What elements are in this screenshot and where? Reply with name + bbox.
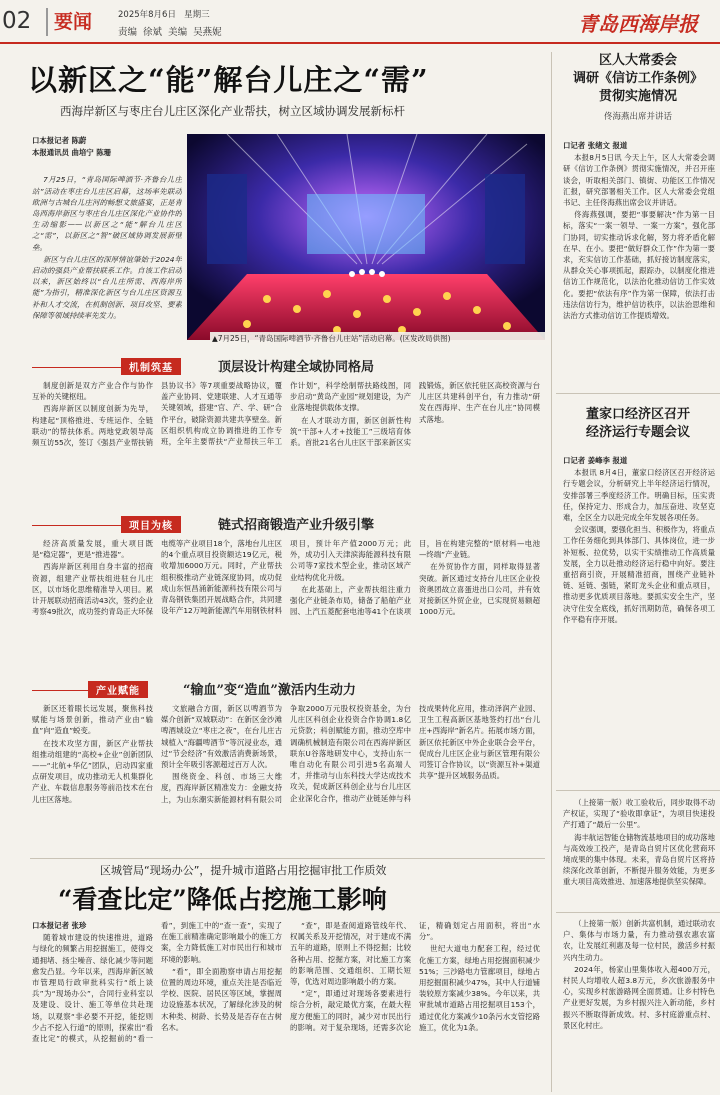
paragraph: 在外贸协作方面，同样取得显著突破。新区通过支持台儿庄区企业投资奥团故立喜蛋进出口公司，并有效对接新区外贸企业，已实现贸易额超1000万元。 bbox=[419, 562, 540, 617]
story-headline: 区人大常委会 bbox=[598, 53, 677, 68]
masthead bbox=[0, 0, 720, 44]
section-title: “输血”变“造血”激活内生动力 bbox=[183, 683, 356, 698]
section-title: 链式招商锻造产业升级引擎 bbox=[218, 518, 375, 533]
stage-illustration bbox=[187, 134, 545, 340]
sidebar-story-4 bbox=[563, 918, 715, 1093]
section-body bbox=[32, 380, 540, 512]
story-headline: 董家口经济区召开 bbox=[585, 407, 690, 422]
lead-intro-para: 新区与台儿庄区的深厚情谊肇始于2024年启动的强县产业帮扶联系工作。自该工作启动以来，新区始终以“台儿庄所需、西海岸所能”为指引，精准深化新区与台儿庄区资源互补和人才交流，在机制创新、项目攻坚、要素保障等领域持续率先发力。 bbox=[32, 254, 182, 320]
story-subhead: 佟海燕出席并讲话 bbox=[603, 112, 672, 122]
section-tag: 项目为核 bbox=[121, 516, 181, 533]
story-byline: 口记者 姜峰李 报道 bbox=[563, 456, 628, 465]
paragraph: 海丰航运智能仓储物流基地项目的成功落地与高效竣工投产，是青岛自贸片区优化营商环境成果的集中体现。未来，青岛自贸片区将持续深化改革创新，不断提升服务效能，为更多重大项目高效推进、加速落地提供坚实保障。 bbox=[563, 832, 715, 887]
sidebar-story-3 bbox=[563, 797, 715, 905]
paragraph: 会议强调，要强化担当、积极作为，将重点工作任务细化到具体部门、具体岗位，进一步补短板、拉优势，以实干实绩推动工作高质量发展，全力以赴推动经济运行稳中向好。要注重招商引资，开展精准招商，围绕产业链补链、延链、强链，紧盯龙头企业和重点项目，推动更多优质项目落地。要抓实安全生产，坚决守住安全底线，抓好汛期防范，确保各项工作平稳有序开展。 bbox=[563, 525, 715, 624]
sidebar-story-1 bbox=[558, 52, 718, 122]
paragraph: 文旅融合方面，新区以啤酒节为媒介创新“双城联动”：在新区金沙滩啤酒城设立“枣庄之夜”，在台儿庄古城植入“海疆啤酒节”等沉浸业态，通过“节会经济”有效激活消费新场景，预计全年吸引客源超过百万人次。 bbox=[161, 704, 282, 770]
story-headline: 调研《信访工作条例》 bbox=[572, 71, 703, 86]
story-headline: 经济运行专题会议 bbox=[585, 425, 690, 440]
sidebar-story-2 bbox=[558, 406, 718, 442]
bottom-headline: “看查比定”降低占挖施工影响 bbox=[58, 885, 387, 914]
story-byline: 口记者 张绪文 报道 bbox=[563, 141, 628, 150]
paragraph: 制度创新是双方产业合作与协作互补的关键枢纽。 bbox=[32, 381, 153, 402]
paragraph: （上接第一版）创新共富机制，通过联动农户、集体与市场力量，有力推动强农惠农富农，让发展红利惠及每一位村民，激活乡村振兴内生动力。 bbox=[563, 919, 715, 962]
paragraph: 在技术攻坚方面，新区产业帮扶组推动组建的“高校+企业”创新团队——“北航+华亿”团队，启动四家重点研发项目，成功推动无人机集群化产业、车载信息服务等前沿技术在台儿庄区落地。 bbox=[32, 738, 153, 804]
lead-subtitle: 西海岸新区与枣庄台儿庄区深化产业帮扶，树立区域协调发展新标杆 bbox=[60, 104, 405, 118]
paragraph: 2024年，杨家山里集体收入超400万元，村民人均增收人超3.8万元，乡次旅游服务中心，实现乡村旅游路网全面贯通。让乡村特色产业更好发展，为乡村振兴注入新动能，乡村振兴不断取得新成效。村、多村庭游重点村、景区化村庄。 bbox=[563, 964, 715, 1030]
issue-weekday: 星期三 bbox=[184, 10, 210, 20]
paragraph: “定”，即通过对现场各要素进行综合分析，敲定最优方案，在最大程度方便施工的同时，减少对市民出行的影响。对于复杂现场，还需多次论证，精确划定占用面积，将出“水分”。 bbox=[290, 921, 540, 1032]
story-byline: 口本报记者 张珍 bbox=[32, 921, 87, 930]
paragraph: 新区还着眼长远发展，聚焦科技赋能与场景创新，推动产业由“输血”向“造血”蜕变。 bbox=[32, 704, 153, 736]
festival-stage-photo bbox=[187, 134, 545, 340]
paragraph: 在此基础上，产业帮扶组注重力强化产业链条布局，储备了船舶产业园、上汽五菱配套电池等41个在谈项目，旨在构建完整的“原材料—电池—终端”产业链。 bbox=[290, 539, 540, 617]
paragraph: “查”，即是查阅道路管线年代、权属关系及开挖情况，对于建成不满五年的道路，原则上不得挖掘；比较各种占用、挖掘方案，对比施工方案的影响范围、交通组织、工期长短等，优选对周边影响最小的方案。 bbox=[290, 921, 411, 987]
paragraph: （上接第一版）收工验收后，同步取得不动产权证，实现了“验收即拿证”，为项目快速投产打通了“最后一公里”。 bbox=[563, 798, 715, 830]
page-number: 02 bbox=[2, 8, 32, 34]
lead-headline: 以新区之“能”解台儿庄之“需” bbox=[28, 63, 429, 97]
section-body bbox=[32, 703, 540, 853]
paragraph: 经济高质量发展，重大项目既是“稳定器”，更是“推进器”。 bbox=[32, 539, 153, 560]
sidebar-story-1-body bbox=[563, 140, 715, 358]
paragraph: 佟海燕强调，要把“事要解决”作为第一目标，落实“一案一领导、一案一方案”，强化部门协同，切实推动诉求化解，努力将矛盾化解在早、在小。要把“做好群众工作”作为第一要求，充实信访工作基础，抓好接访制度落实，从群众关心事项抓起，跟踪办，以制度化推进信访工作规范化，以法治化推动信访工作实效化。要把“依法有序”作为第一保障，依法打击违法信访行为，维护信访秩序，以法治思维和法治方式推动信访工作提质增效。 bbox=[563, 210, 715, 321]
story-headline: 贯彻实施情况 bbox=[598, 89, 677, 104]
paragraph: 世纪大道电力配套工程，经过优化施工方案，绿地占用挖掘面积减少51%；三沙路电力管廊项目，绿地占用挖掘面积减少47%，其中人行道铺装较原方案减少38%。今年以来，共审批城市道路占用挖掘项目153个，通过优化方案减少10条污水支管挖路施工，优化为1条。 bbox=[419, 944, 540, 1032]
paragraph: 西海岸新区以制度创新为先导，构建起“顶格推进、专班运作、全链联动”的帮扶体系。两地党政领导高频互访55次，签订《强县产业帮扶销县协议书》等7项重要战略协议，覆盖产业协同、党建联建、人才互通等关键领域，搭建“官、产、学、研”合作平台，破除资源共建共享壁垒。新区组织机构成立协调推进的工作专班，全年主要帮扶“产业帮扶三年工作计划”，科学绘制帮扶路线图，同步启动“黄岛产业园”规划建设，为产业落地提供载体支撑。 bbox=[32, 381, 411, 448]
paragraph: 本报8月5日讯 今天上午，区人大常委会调研《信访工作条例》贯彻实施情况，并召开座谈会，听取相关部门、镇街、功能区工作情况汇报，研究部署相关工作。区人大常委会党组书记、主任佟海燕出席会议并讲话。 bbox=[563, 153, 715, 208]
section-tag: 机制筑基 bbox=[121, 358, 181, 375]
sidebar-story-2-body bbox=[563, 455, 715, 780]
paragraph: 围绕资金、科创、市场三大维度，西海岸新区精准发力：金融支持上，为山东潮实新能源材料有限公司争取2000万元股权投资基金，为台儿庄区科创企业投资合作协调1.8亿元贷款；科创赋能方面，推动空库中调确机械制造有限公司在西海岸新区联东U谷落地研发中心，支持山东一唯自动化有限公司引进5名高端人才，并推动与山东科技大学达成技术攻关，促成新区科创企业与台儿庄区企业深化合作，推动产业链延伸与科技成果转化应用，推动泽润产业园、卫生工程高新区基地签约打出“台儿庄+西海岸”新名片。拓展市场方面，新区依托新区中外企业联合会平台，促成台儿庄区企业与新区管理有限公司签订合作协议，以“资源互补+渠道共享”提升区域服务品质。 bbox=[161, 704, 540, 804]
newspaper-logo: 青岛西海岸报 bbox=[578, 12, 698, 36]
bottom-body bbox=[32, 920, 540, 1092]
paragraph: 随着城市建设的快速推进，道路与绿化的频繁占用挖掘施工，使得交通拥堵、扬尘噪音、绿化减少等问题愈发凸显。今年以来，西海岸新区城市管理局行政审批科实行“纸上谈兵”为“现场办公”，合同行业科室以及建设、设计、施工等单位共赴现场，以观察“非必要不开挖，能挖则少占不挖入行道”的原则，探索出“看查比定”的模式，从挖掘前的“看一看”，到施工中的“查一查”，实现了在施工前精准确定影响最小的施工方案，全力降低施工对市民出行和城市环境的影响。 bbox=[32, 921, 282, 1044]
section-name: 要闻 bbox=[54, 11, 93, 33]
lead-intro bbox=[32, 135, 182, 335]
section-tag: 产业赋能 bbox=[88, 681, 148, 698]
paragraph: 在人才联动方面，新区创新性构筑“干部+人才+技能工”三级培育体系。首批21名台儿庄区干部来新区实践锻炼，新区依托驻区高校资源与台儿庄区共建科创平台，有力推动“研发在西海岸、生产在台儿庄”协同模式落地。 bbox=[290, 381, 540, 448]
paragraph: 本报讯 8月4日，董家口经济区召开经济运行专题会议，分析研究上半年经济运行情况，安排部署三季度经济工作。明确目标，压实责任，保持定力、形成合力，加压奋进、攻坚克难，全区全力以赴完成全年发展各项任务。 bbox=[563, 468, 715, 523]
section-title: 顶层设计构建全域协同格局 bbox=[218, 360, 375, 375]
photo-caption: ▲7月25日，“青岛国际啤酒节·齐鲁台儿庄站”活动启幕。(区发改局供图) bbox=[210, 332, 550, 345]
bottom-kicker: 区城管局“现场办公”，提升城市道路占用挖掘审批工作质效 bbox=[100, 864, 387, 877]
issue-date: 2025年8月6日 bbox=[118, 10, 176, 20]
editor-line: 责编 徐斌 美编 吴燕妮 bbox=[118, 27, 222, 38]
paragraph: 西海岸新区利用自身丰富的招商资源，组建产业帮扶组进驻台儿庄区，以市场化思维精准导入项目。累计开展联动招商活动43次，签约企业考察49批次，成功签约青岛正大环保电缆等产业项目18个，落地台儿庄区的4个重点项目投资额达19亿元，税收增加6000万元。同时，产业帮扶组积极推动产业链深度协同，成功促成山东恒昌涌新能源科技有限公司与青岛钢铁集团开展战略合作，共同建设年产12万吨新能源汽车用钢铁材料项目，预计年产值2000万元；此外，成功引入天津滨海能源科技有限公司等7家技术型企业，推动区域产业结构优化升级。 bbox=[32, 539, 411, 617]
paragraph: “看”，即全面勘察申请占用挖掘位置的周边环境，重点关注是否临近学校、医院、居民区等区域，掌握周边设施基本状况，了解绿化涉及的树木种类、树龄、长势及是否存在古树名木。 bbox=[161, 966, 282, 1032]
section-body bbox=[32, 538, 540, 678]
lead-byline-2: 本报通讯员 曲培宁 陈珊 bbox=[32, 148, 112, 158]
lead-intro-para: 7月25日，“青岛国际啤酒节·齐鲁台儿庄站”活动在枣庄台儿庄区启幕，这场率先联动欧洲与古城台儿庄河的畅想文旅盛宴，正是青岛西海岸新区与枣庄台儿庄区深化产业协作的生动缩影——以新区之“能”解台儿庄区之“需”，以新区之“智”破区域协调发展新壁垒。 bbox=[32, 175, 182, 252]
lead-byline: 口本报记者 陈蔚 bbox=[32, 136, 87, 145]
